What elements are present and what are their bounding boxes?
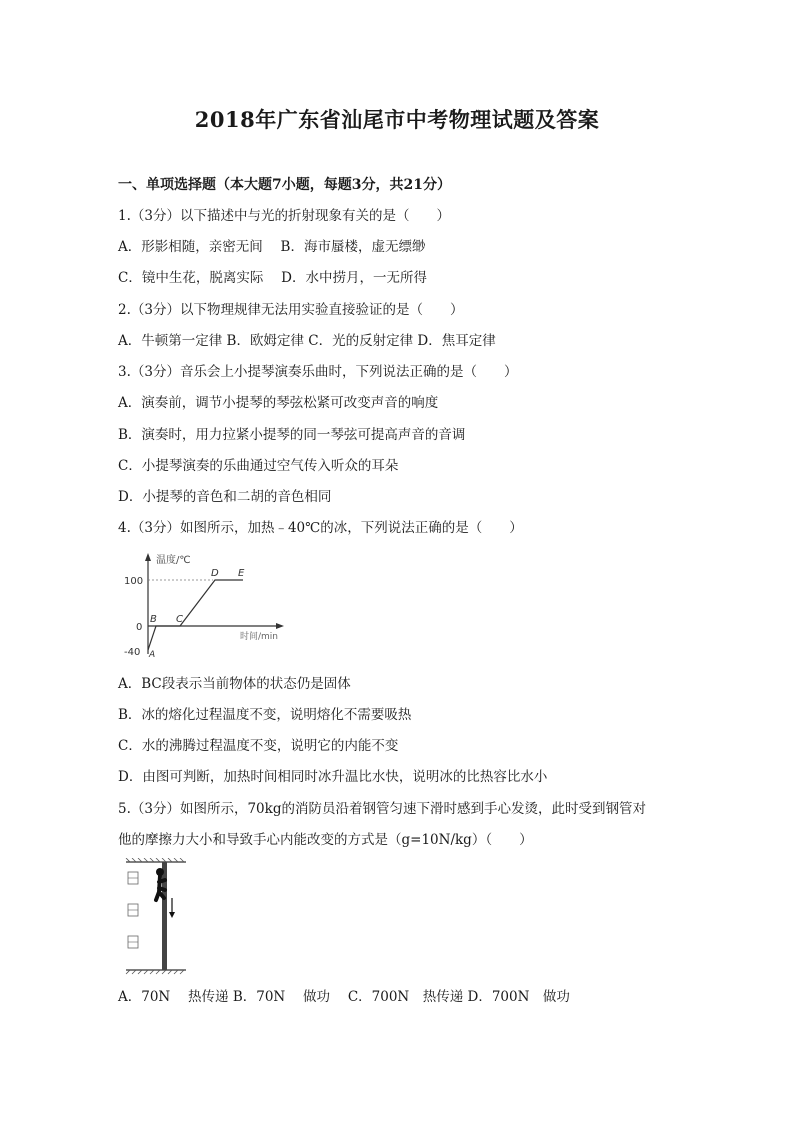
tick-0: 0 bbox=[136, 622, 143, 633]
question-5-stem-line2: 他的摩擦力大小和导致手心内能改变的方式是（g=10N/kg）（ ） bbox=[118, 832, 533, 848]
motion-arrow-head bbox=[169, 912, 175, 918]
question-5-stem-line1: 5.（3分）如图所示，70kg的消防员沿着钢管匀速下滑时感到手心发烫，此时受到钢管对 bbox=[118, 801, 646, 817]
question-5-options: A．70N 热传递 B．70N 做功 C．700N 热传递 D．700N 做功 bbox=[118, 989, 570, 1005]
firefighter-pole-figure bbox=[124, 858, 188, 976]
question-4-option-a: A．BC段表示当前物体的状态仍是固体 bbox=[118, 676, 351, 692]
x-axis-arrow bbox=[276, 623, 284, 629]
question-3-stem: 3.（3分）音乐会上小提琴演奏乐曲时，下列说法正确的是（ ） bbox=[118, 364, 518, 380]
question-2-options: A．牛顿第一定律 B．欧姆定律 C．光的反射定律 D．焦耳定律 bbox=[118, 333, 496, 349]
question-1-options-ab: A．形影相随，亲密无间 B．海市蜃楼，虚无缥缈 bbox=[118, 239, 426, 255]
question-1-options-cd: C．镜中生花，脱离实际 D．水中捞月，一无所得 bbox=[118, 270, 427, 286]
question-4-option-d: D．由图可判断，加热时间相同时冰升温比水快，说明冰的比热容比水小 bbox=[118, 769, 548, 785]
point-d-label: D bbox=[211, 568, 219, 579]
question-4-option-b: B．冰的熔化过程温度不变，说明熔化不需要吸热 bbox=[118, 707, 412, 723]
page-title: 2018年广东省汕尾市中考物理试题及答案 bbox=[194, 107, 600, 132]
point-b-label: B bbox=[150, 614, 157, 625]
tick-minus-40: -40 bbox=[124, 647, 141, 658]
question-3-option-b: B．演奏时，用力拉紧小提琴的同一琴弦可提高声音的音调 bbox=[118, 427, 466, 443]
section-heading: 一、单项选择题（本大题7小题，每题3分，共21分） bbox=[118, 177, 451, 193]
question-3-option-c: C．小提琴演奏的乐曲通过空气传入听众的耳朵 bbox=[118, 458, 399, 474]
question-3-option-a: A．演奏前，调节小提琴的琴弦松紧可改变声音的响度 bbox=[118, 395, 439, 411]
firefighter-body bbox=[156, 876, 165, 900]
y-axis-label: 温度/℃ bbox=[156, 555, 191, 566]
question-2-stem: 2.（3分）以下物理规律无法用实验直接验证的是（ ） bbox=[118, 302, 464, 318]
temperature-time-graph bbox=[118, 550, 288, 662]
heating-curve bbox=[148, 580, 243, 650]
y-axis-arrow bbox=[145, 553, 151, 561]
point-c-label: C bbox=[176, 614, 183, 625]
question-1-stem: 1.（3分）以下描述中与光的折射现象有关的是（ ） bbox=[118, 208, 450, 224]
tick-100: 100 bbox=[124, 576, 144, 587]
question-4-stem: 4.（3分）如图所示，加热﹣40℃的冰，下列说法正确的是（ ） bbox=[118, 520, 523, 536]
question-4-option-c: C．水的沸腾过程温度不变，说明它的内能不变 bbox=[118, 738, 399, 754]
point-e-label: E bbox=[238, 568, 245, 579]
question-3-option-d: D．小提琴的音色和二胡的音色相同 bbox=[118, 489, 332, 505]
x-axis-label: 时间/min bbox=[240, 632, 279, 642]
point-a-label: A bbox=[149, 650, 156, 660]
